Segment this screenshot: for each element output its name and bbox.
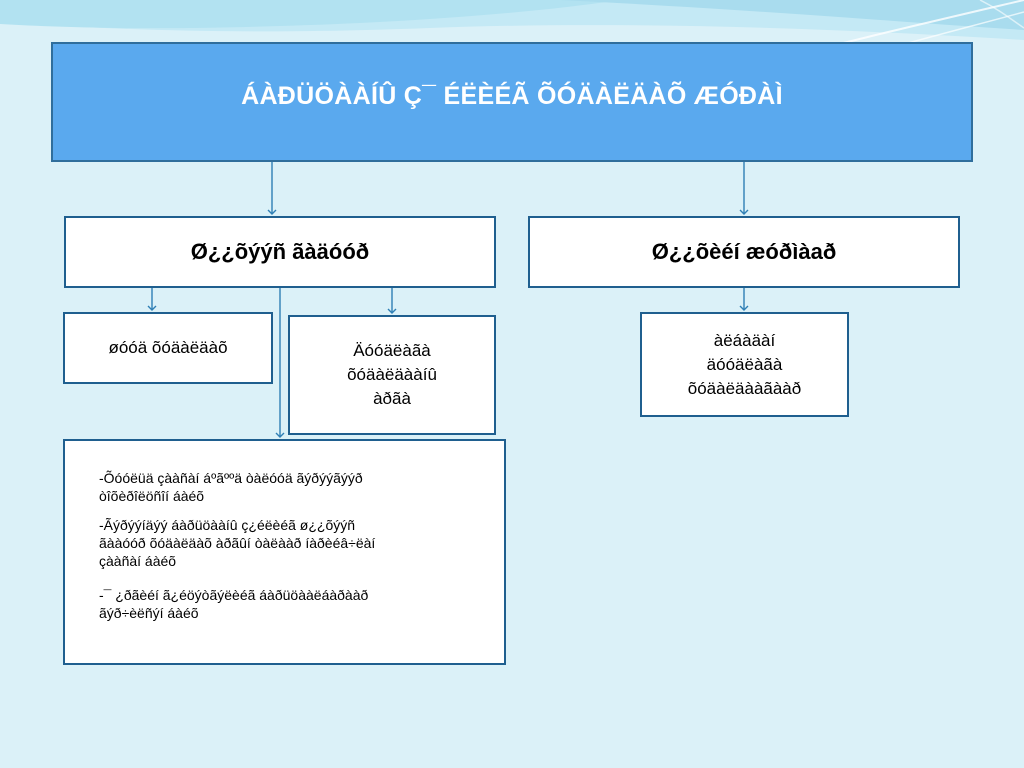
leaf-left-2: Äóóäëàãà õóäàëäààíû àðãà — [288, 315, 496, 435]
branch-left: Ø¿¿õýýñ ãàäóóð — [64, 216, 496, 288]
details-box — [63, 439, 506, 665]
leaf-left-1: øóóä õóäàëäàõ — [63, 312, 273, 384]
branch-right: Ø¿¿õèéí æóðìàað — [528, 216, 960, 288]
leaf-right-1: àëáàäàí äóóäëàãà õóäàëäààãààð — [640, 312, 849, 417]
details-line-2: -Ãýðýýíäýý áàðüöààíû ç¿éëèéã ø¿¿õýýñ ãààóóð õóäàëäàõ àðãûí òàëààð íàðèéâ÷ëàí çààñàí áàéõ — [99, 517, 376, 569]
diagram-title: ÁÀĐÜÖÀÀÍÛ Ç¯ ÉËÈÉÃ ÕÓÄÀËÄÀÕ ÆÓĐÀÌ — [51, 42, 973, 162]
details-line-3: -¯ ¿ðãèéí ã¿éöýòãýëèéã áàðüöààëáàðààð ãýð÷èëñýí áàéõ — [99, 587, 369, 621]
details-line-1: -Õóóëüä çààñàí áºãººä òàëóóä ãýðýýãýýð òîõèðîëöñîí áàéõ — [99, 470, 363, 504]
